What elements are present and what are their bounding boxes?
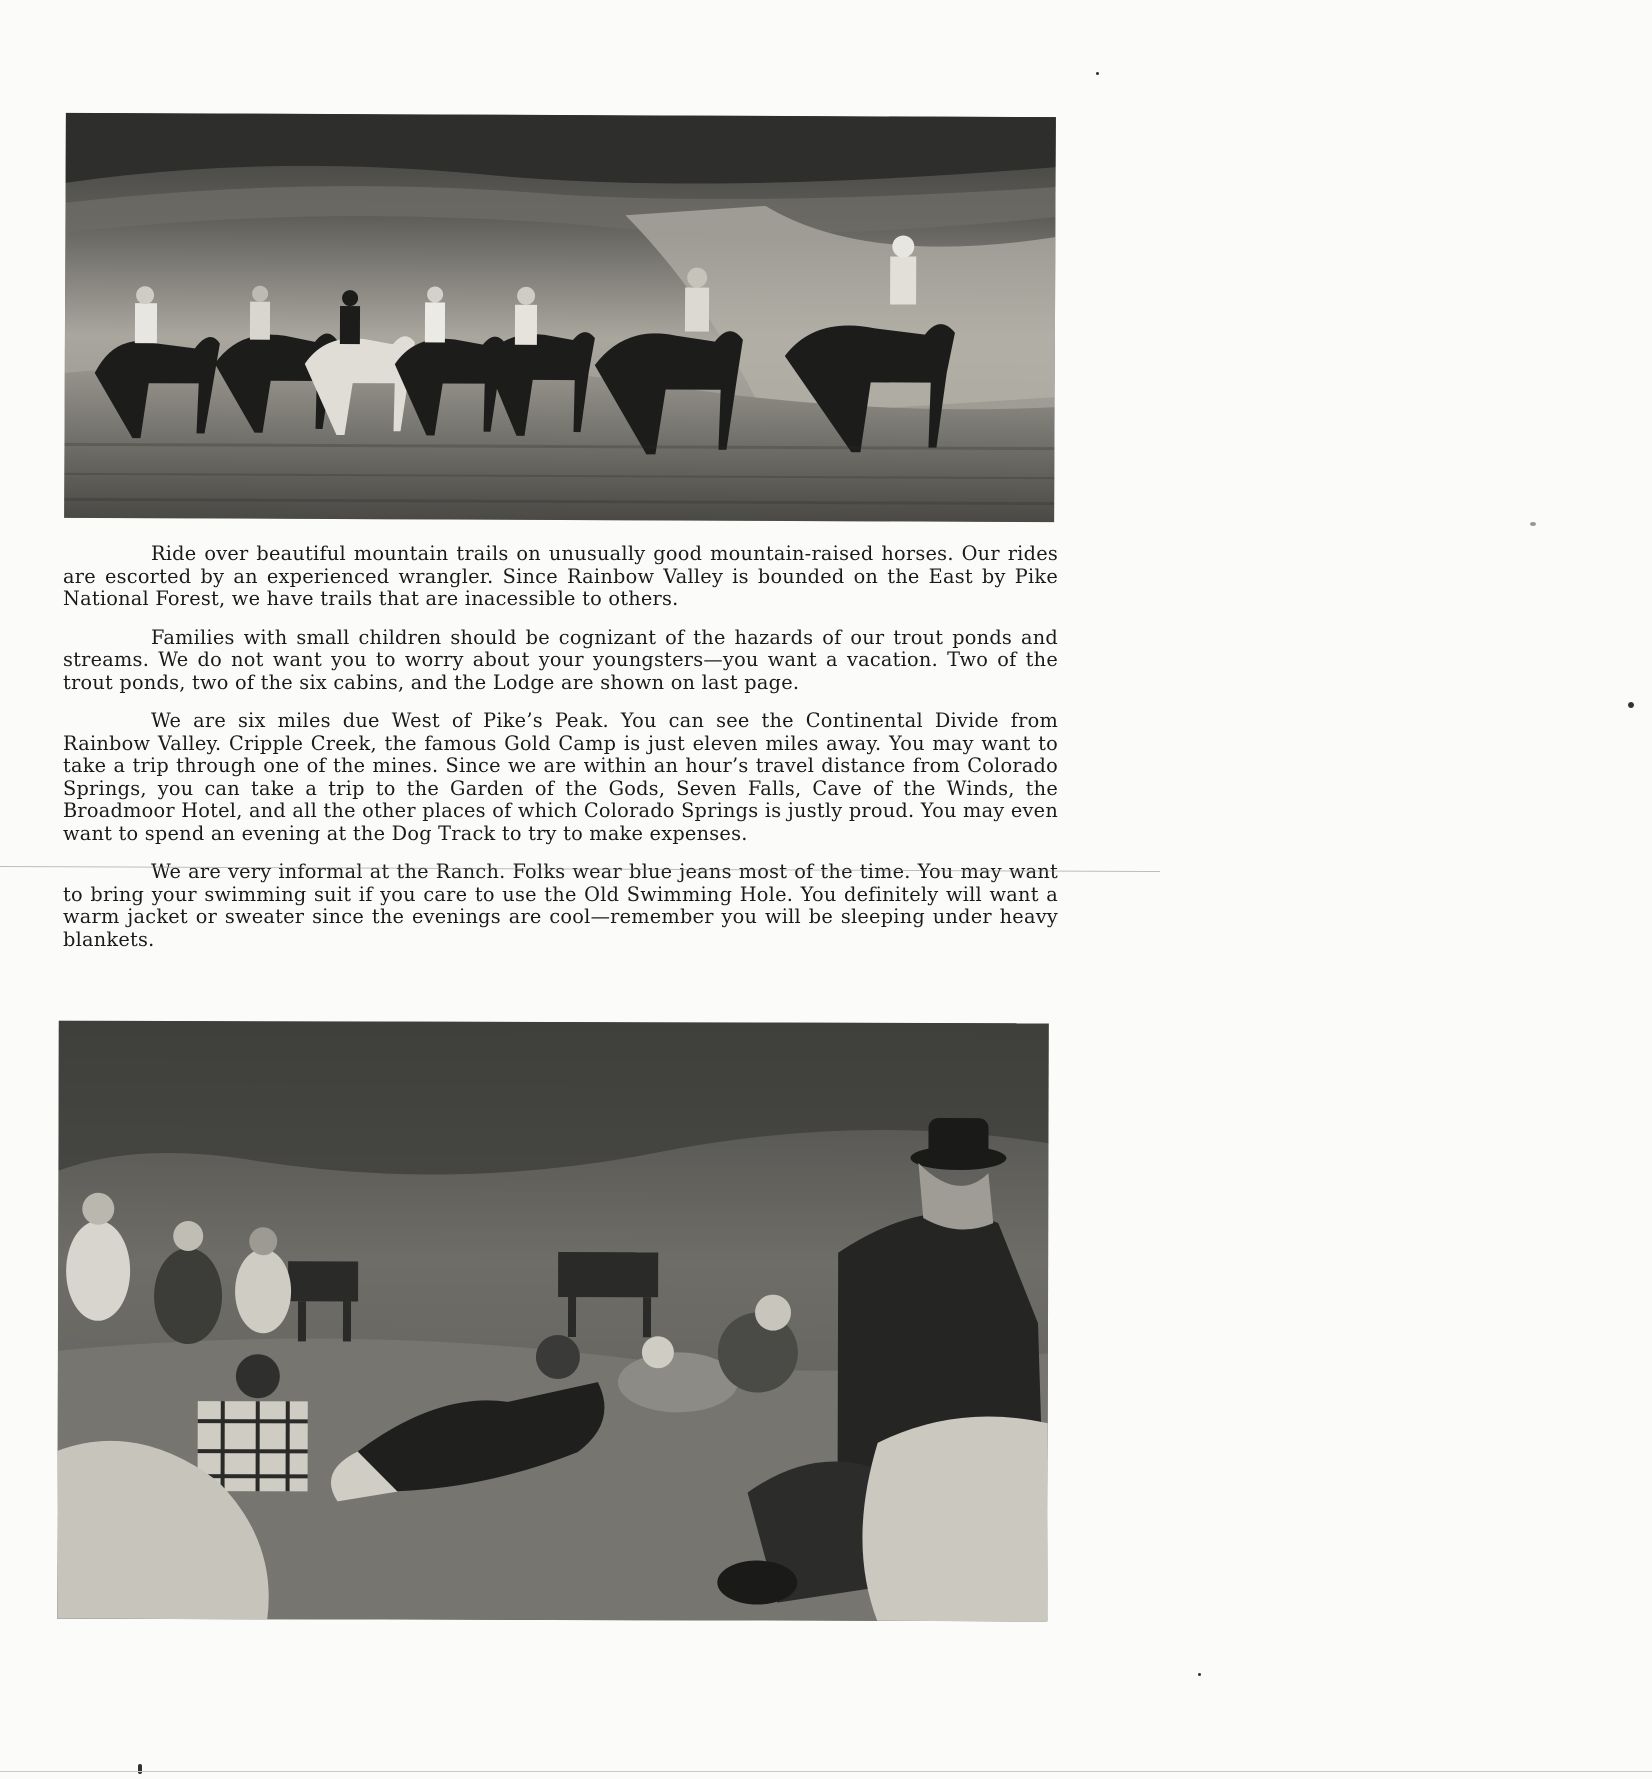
photo-horseback-riders-icon [64,113,1056,522]
scan-speck [1096,72,1099,75]
paragraph-trail-rides: Ride over beautiful mountain trails on unusually good mountain-raised horses. Our rides are escorted by an experienced wrangler. Since Rainbow Valley is bounded on the East by Pike National Forest, we have trails that are inacessible to others. [63,542,1058,610]
scan-speck [1530,522,1536,526]
scan-speck [1198,1673,1201,1676]
scan-speck [1628,702,1634,708]
paragraph-families: Families with small children should be cognizant of the hazards of our trout ponds and streams. We do not want you to worry about your youngsters—you want a vacation. Two of the trout ponds, two of the six cabins, and the Lodge are shown on last page. [63,625,1058,694]
page-bottom-edge [0,1771,1652,1772]
photo-horseback-riders [64,113,1056,522]
paragraph-location: We are six miles due West of Pike’s Peak. You can see the Continental Divide from Rainbow Valley. Cripple Creek, the famous Gold Camp is just eleven miles away. You may want to take a trip through one of the mines. Since we are within an hour’s travel distance from Colorado Springs, you can take a trip to the Garden of the Gods, Seven Falls, Cave of the Winds, the Broadmoor Hotel, and all the other places of which Colorado Springs is justly proud. You may even want to spend an evening at the Dog Track to try to make expenses. [63,709,1058,845]
photo-picnic-group [57,1021,1049,1622]
paragraph-informal: We are very informal at the Ranch. Folks wear blue jeans most of the time. You may want to bring your swimming suit if you care to use the Old Swimming Hole. You definitely will want a warm jacket or sweater since the evenings are cool—remember you will be sleeping under heavy blankets. [63,860,1058,951]
body-text [63,543,1058,951]
scan-speck [138,1764,142,1774]
photo-picnic-group-icon [57,1021,1049,1622]
